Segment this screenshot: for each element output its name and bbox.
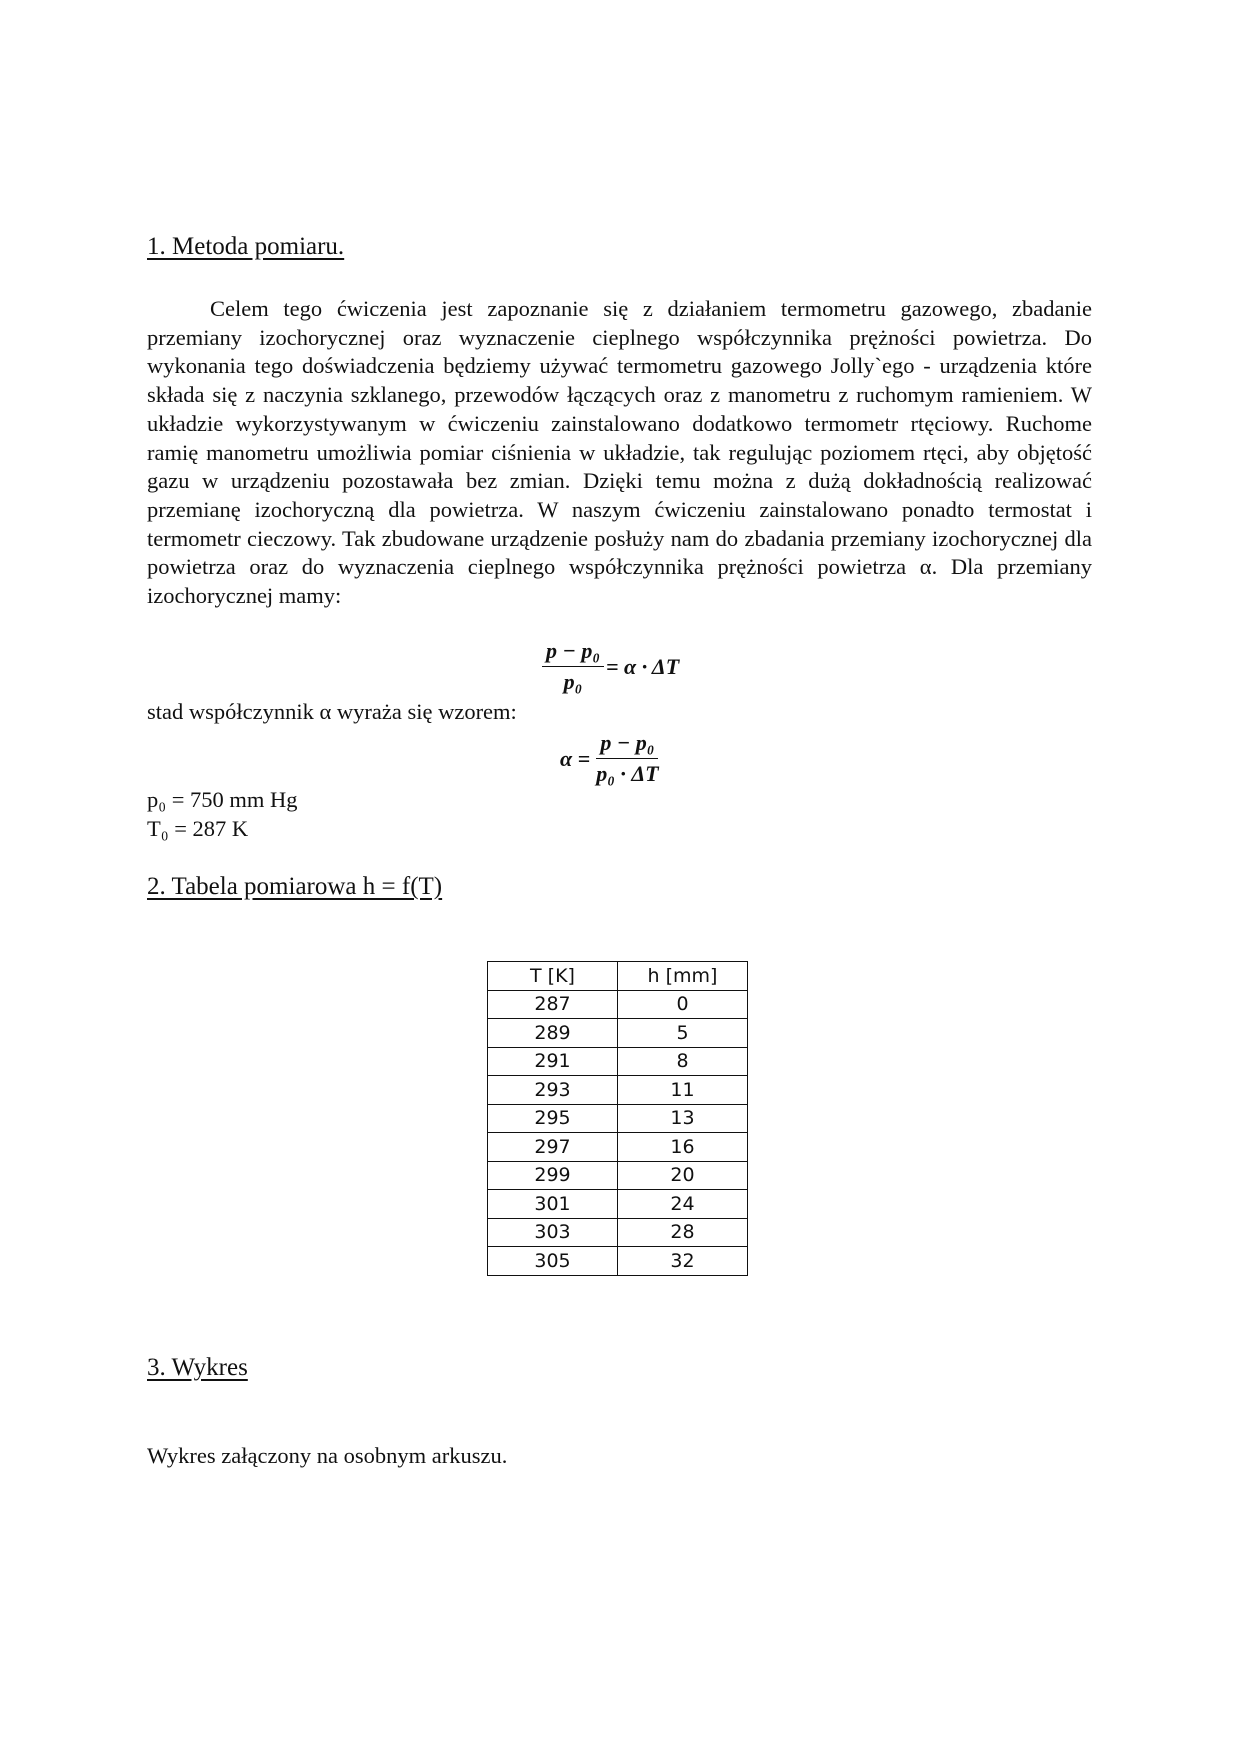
- header-temperature: T [K]: [488, 962, 618, 991]
- section-heading-method: 1. Metoda pomiaru.: [147, 233, 345, 260]
- table-row: [488, 1133, 748, 1162]
- formula-isochoric-fraction: [542, 638, 604, 695]
- table-row: [488, 990, 748, 1019]
- cell-temperature: 293: [488, 1076, 618, 1105]
- cell-temperature: 305: [488, 1247, 618, 1276]
- cell-height: 11: [618, 1076, 748, 1105]
- cell-temperature: 299: [488, 1161, 618, 1190]
- table-row: [488, 1047, 748, 1076]
- formula-isochoric-denominator: p₀: [563, 669, 583, 694]
- table-row: [488, 1218, 748, 1247]
- alpha-intro-text: stad współczynnik α wyraża się wzorem:: [147, 699, 517, 724]
- table-row: [488, 1076, 748, 1105]
- table-header-row: [488, 962, 748, 991]
- cell-temperature: 301: [488, 1190, 618, 1219]
- table-row: [488, 1247, 748, 1276]
- cell-height: 0: [618, 990, 748, 1019]
- table-row: [488, 1161, 748, 1190]
- p0-value: p₀ = 750 mm Hg: [147, 787, 298, 812]
- cell-temperature: 291: [488, 1047, 618, 1076]
- cell-height: 32: [618, 1247, 748, 1276]
- formula-alpha-denominator: p₀ · ΔT: [596, 761, 659, 786]
- header-height: h [mm]: [618, 962, 748, 991]
- cell-temperature: 297: [488, 1133, 618, 1162]
- cell-height: 13: [618, 1104, 748, 1133]
- cell-height: 24: [618, 1190, 748, 1219]
- formula-isochoric-numerator: p − p₀: [542, 638, 604, 667]
- method-paragraph-text: Celem tego ćwiczenia jest zapoznanie się z działaniem termometru gazowego, zbadanie przemiany izochorycznej oraz wyznaczenie cieplnego współczynnika prężności powietrza. Do wykonania tego doświadczenia będziemy używać termometru gazowego Jolly`ego - urządzenia które składa się z naczynia szklanego, przewodów łączących oraz z manometru z ruchomym ramieniem. W układzie wykorzystywanym w ćwiczeniu zainstalowano dodatkowo termometr rtęciowy. Ruchome ramię manometru umożliwia pomiar ciśnienia w układzie, tak regulując poziomem rtęci, aby objętość gazu w urządzeniu pozostawała bez zmian. Dzięki temu można z dużą dokładnością realizować przemianę izochoryczną dla powietrza. W naszym ćwiczeniu zainstalowano ponadto termostat i termometr cieczowy. Tak zbudowane urządzenie posłuży nam do zbadania przemiany izochorycznej dla powietrza oraz do wyznaczenia cieplnego współczynnika prężności powietrza α. Dla przemiany izochorycznej mamy:: [147, 296, 1092, 609]
- table-row: [488, 1019, 748, 1048]
- measurement-table: [487, 961, 748, 1276]
- cell-temperature: 287: [488, 990, 618, 1019]
- formula-alpha-lhs: α =: [560, 745, 591, 771]
- formula-alpha-fraction: [592, 730, 662, 787]
- method-paragraph: [147, 295, 1092, 611]
- cell-temperature: 303: [488, 1218, 618, 1247]
- t0-value: T₀ = 287 K: [147, 816, 249, 841]
- table-row: [488, 1104, 748, 1133]
- section-heading-table: 2. Tabela pomiarowa h = f(T): [147, 873, 443, 900]
- cell-temperature: 289: [488, 1019, 618, 1048]
- formula-alpha: [558, 730, 663, 787]
- chart-note: Wykres załączony na osobnym arkuszu.: [147, 1443, 508, 1468]
- formula-alpha-numerator: p − p₀: [596, 730, 658, 759]
- cell-height: 8: [618, 1047, 748, 1076]
- section-heading-chart: 3. Wykres: [147, 1354, 248, 1381]
- cell-temperature: 295: [488, 1104, 618, 1133]
- formula-isochoric: [542, 638, 681, 695]
- cell-height: 20: [618, 1161, 748, 1190]
- cell-height: 5: [618, 1019, 748, 1048]
- formula-isochoric-rhs: = α · ΔT: [606, 653, 680, 679]
- table-row: [488, 1190, 748, 1219]
- cell-height: 16: [618, 1133, 748, 1162]
- cell-height: 28: [618, 1218, 748, 1247]
